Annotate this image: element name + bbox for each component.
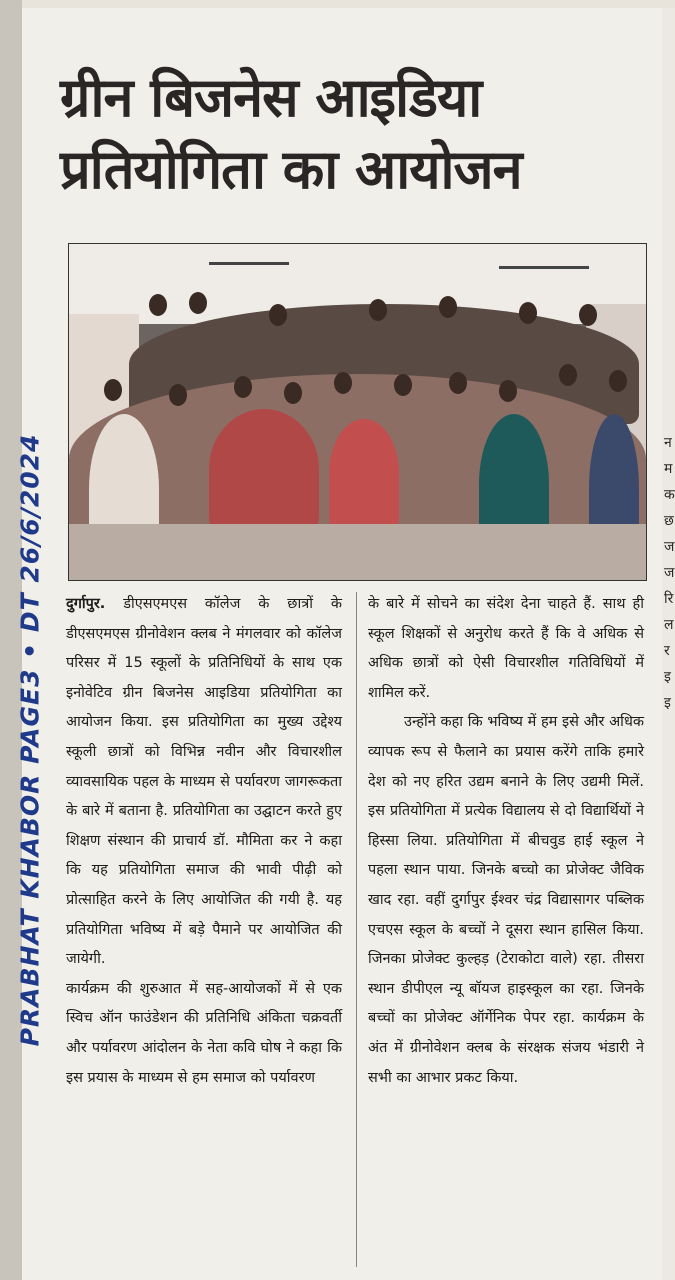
photo-student-uniform [329, 419, 399, 529]
photo-student-uniform [209, 409, 319, 529]
stamp-text: PRABHAT KHABOR PAGE3 • DT 26/6/2024 [15, 433, 45, 1047]
photo-head [394, 374, 412, 396]
handwritten-source-stamp [8, 315, 52, 1165]
photo-head [369, 299, 387, 321]
dateline: दुर्गापुर. [66, 596, 106, 612]
ceiling-fan-icon [499, 266, 589, 269]
column-divider [356, 592, 357, 1267]
photo-head [609, 370, 627, 392]
article-column-1 [66, 590, 342, 1093]
photo-head [439, 296, 457, 318]
photo-head [499, 380, 517, 402]
headline-line-1: ग्रीन बिजनेस आइडिया [60, 66, 482, 129]
photo-head [519, 302, 537, 324]
top-edge [22, 0, 675, 8]
adjacent-article-fragment: न म क छ ज ज रि ल र इ इ [664, 435, 675, 711]
article-paragraph: उन्होंने कहा कि भविष्य में हम इसे और अधिक व्यापक रूप से फैलाने का प्रयास करेंगे ताकि हमारे देश को नए हरित उद्यम बनाने के लिए उद्यमी मिलें. इस प्रतियोगिता में प्रत्येक विद्यालय से दो विद्यार्थियों ने हिस्सा लिया. प्रतियोगिता में बीचवुड हाई स्कूल ने पहला स्थान पाया. जिनके बच्चो का प्रोजेक्ट जैविक खाद रहा. वहीं दुर्गापुर ईश्वर चंद्र विद्यासागर पब्लिक एचएस स्कूल के बच्चों ने दूसरा स्थान हासिल किया. जिनका प्रोजेक्ट कुल्हड़ (टेराकोटा वाले) रहा. तीसरा स्थान डीपीएल न्यू बॉयज हाइस्कूल का रहा. जिनके बच्चों का प्रोजेक्ट ऑर्गेनिक पेपर रहा. कार्यक्रम के अंत में ग्रीनोवेशन क्लब के संरक्षक संजय भंडारी ने सभी का आभार प्रकट किया. [368, 714, 644, 1086]
photo-head [234, 376, 252, 398]
photo-head [334, 372, 352, 394]
group-photo [68, 243, 647, 581]
photo-head [449, 372, 467, 394]
headline [60, 62, 620, 206]
photo-head [104, 379, 122, 401]
photo-head [189, 292, 207, 314]
article-column-2 [368, 590, 644, 1093]
photo-head [284, 382, 302, 404]
article-paragraph: कार्यक्रम की शुरुआत में सह-आयोजकों में से एक स्विच ऑन फाउंडेशन की प्रतिनिधि अंकिता चक्रवर्ती और पर्यावरण आंदोलन के नेता कवि घोष ने कहा कि इस प्रयास के माध्यम से हम समाज को पर्यावरण [66, 980, 342, 1086]
photo-head [559, 364, 577, 386]
ceiling-fan-icon [209, 262, 289, 265]
article-paragraph [66, 590, 342, 975]
article-paragraph: के बारे में सोचने का संदेश देना चाहते हैं. साथ ही स्कूल शिक्षकों से अनुरोध करते हैं कि वे अधिक से अधिक छात्रों को ऐसी विचारशील गतिविधियों में शामिल करें. [368, 596, 644, 701]
headline-line-2: प्रतियोगिता का आयोजन [60, 138, 522, 201]
photo-head [269, 304, 287, 326]
photo-floor [69, 524, 646, 580]
photo-head [579, 304, 597, 326]
photo-head [169, 384, 187, 406]
photo-head [149, 294, 167, 316]
article-text: डीएसएमएस कॉलेज के छात्रों के डीएसएमएस ग्रीनोवेशन क्लब ने मंगलवार को कॉलेज परिसर में 15 स्कूलों के प्रतिनिधियों के साथ एक इनोवेटिव ग्रीन बिजनेस आइडिया प्रतियोगिता का आयोजन किया. इस प्रतियोगिता का मुख्य उद्देश्य स्कूली छात्रों को विभिन्न नवीन और विचारशील व्यावसायिक पहल के माध्यम से पर्यावरण जागरूकता के बारे में बताना है. प्रतियोगिता का उद्घाटन करते हुए शिक्षण संस्थान की प्राचार्य डॉ. मौमिता कर ने कहा कि यह प्रतियोगिता समाज की भावी पीढ़ी को प्रोत्साहित करने के लिए आयोजित की गयी है. यह प्रतियोगिता भविष्य में बड़े पैमाने पर आयोजित की जायेगी. [66, 596, 342, 968]
